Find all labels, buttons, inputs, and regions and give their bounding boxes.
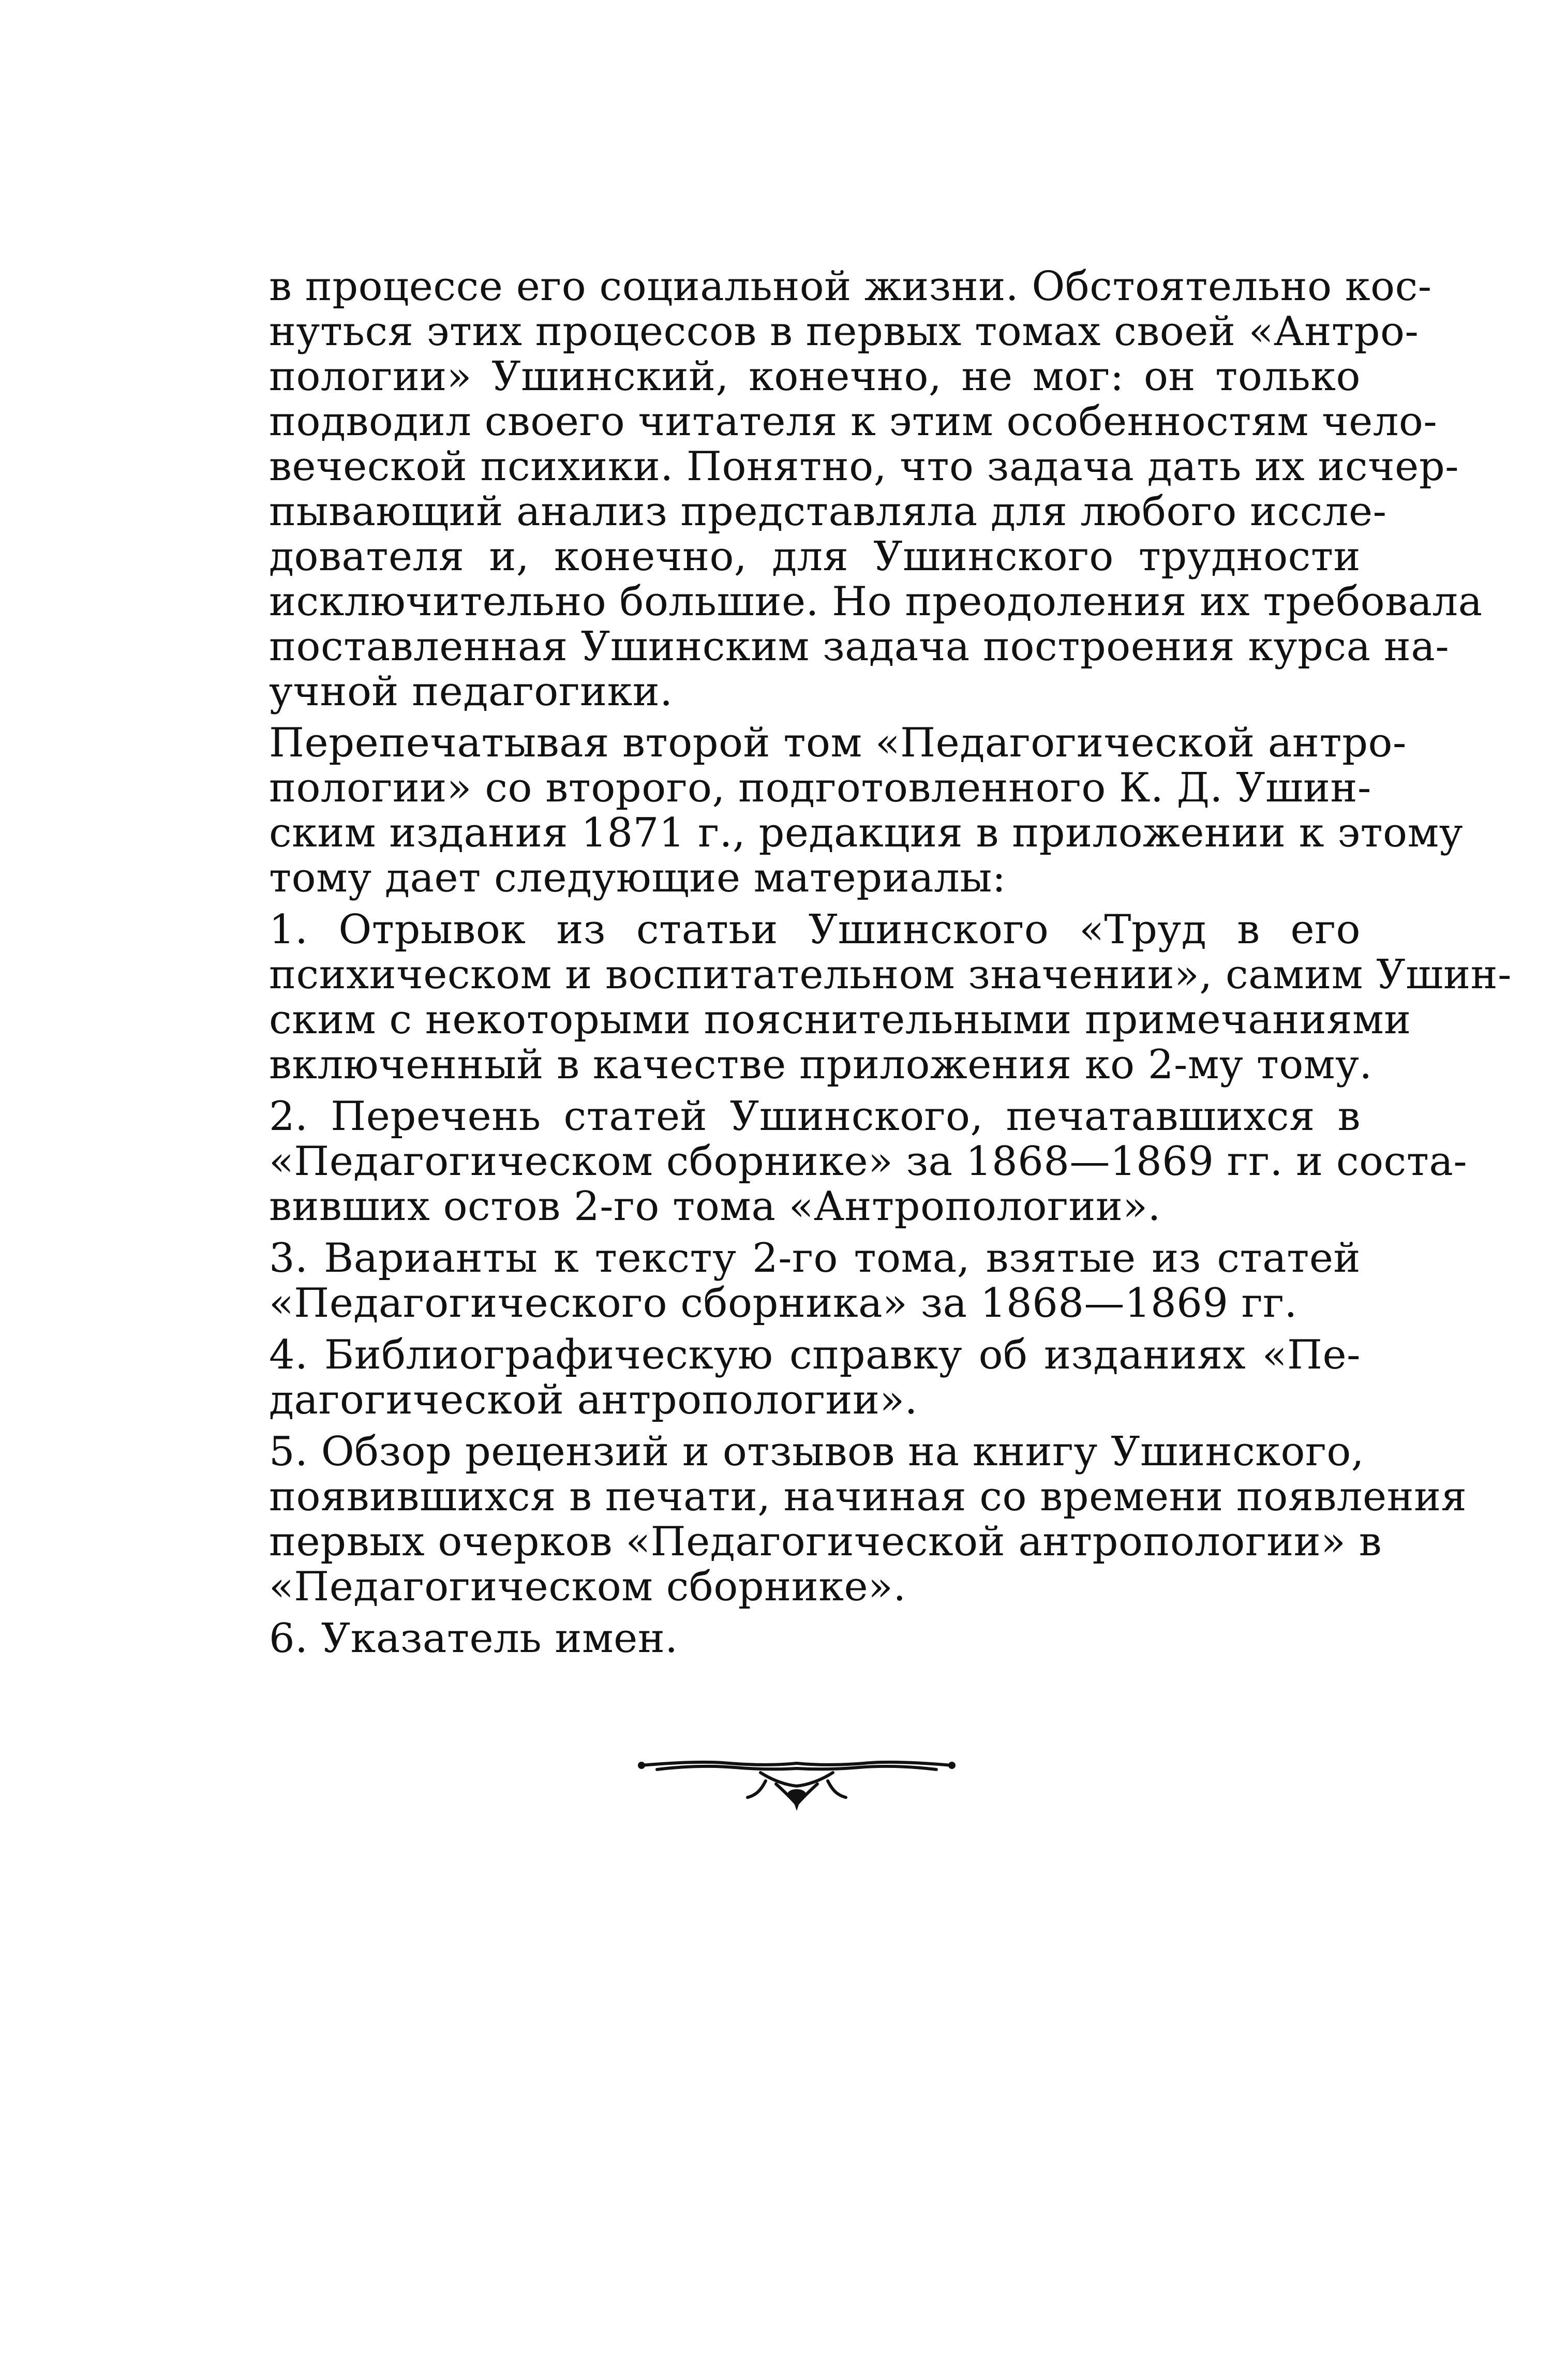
text-line: появившихся в печати, начиная со времени появления xyxy=(269,1474,1467,1520)
text-line: ским с некоторыми пояснительными примечаниями xyxy=(269,996,1411,1043)
list-item-4-line-1: 4. Библиографическую справку об изданиях «Пе- xyxy=(269,1332,1361,1378)
list-item-3-line-1: 3. Варианты к тексту 2-го тома, взятые из статей xyxy=(269,1235,1361,1282)
text-line: вивших остов 2-го тома «Антропологии». xyxy=(269,1183,1161,1230)
text-line: тому дает следующие материалы: xyxy=(269,855,1006,901)
text-line: подводил своего читателя к этим особенностям чело- xyxy=(269,398,1438,445)
text-line: «Педагогического сборника» за 1868—1869 гг. xyxy=(269,1280,1297,1327)
text-line: ским издания 1871 г., редакция в приложении к этому xyxy=(269,810,1464,856)
text-line: веческой психики. Понятно, что задача дать их исчер- xyxy=(269,443,1459,490)
list-item-6-line-1: 6. Указатель имен. xyxy=(269,1615,678,1662)
text-line: «Педагогическом сборнике». xyxy=(269,1564,906,1610)
list-item-1-line-1: 1. Отрывок из статьи Ушинского «Труд в его xyxy=(269,906,1361,953)
text-line: Перепечатывая второй том «Педагогической антро- xyxy=(269,720,1407,766)
text-line: пывающий анализ представляла для любого иссле- xyxy=(269,488,1387,535)
text-line: исключительно большие. Но преодоления их требовала xyxy=(269,578,1483,625)
text-line-paragraph-2-1 xyxy=(269,720,1407,766)
ornament-divider-icon xyxy=(636,1733,957,1816)
text-line: дователя и, конечно, для Ушинского трудности xyxy=(269,533,1361,580)
text-line: «Педагогическом сборнике» за 1868—1869 гг. и соста- xyxy=(269,1138,1468,1185)
text-line: нуться этих процессов в первых томах своей «Антро- xyxy=(269,308,1419,355)
list-item-5-line-1: 5. Обзор рецензий и отзывов на книгу Ушинского, xyxy=(269,1429,1365,1475)
text-line: психическом и воспитательном значении», самим Ушин- xyxy=(269,951,1512,998)
text-line: включенный в качестве приложения ко 2-му тому. xyxy=(269,1042,1372,1088)
list-item-2-line-1: 2. Перечень статей Ушинского, печатавшихся в xyxy=(269,1093,1361,1140)
text-line: пологии» Ушинский, конечно, не мог: он только xyxy=(269,353,1361,400)
text-line: пологии» со второго, подготовленного К. Д. Ушин- xyxy=(269,765,1371,811)
text-line: поставленная Ушинским задача построения курса на- xyxy=(269,623,1450,670)
text-line: дагогической антропологии». xyxy=(269,1377,918,1423)
text-line: первых очерков «Педагогической антропологии» в xyxy=(269,1519,1382,1565)
text-line: учной педагогики. xyxy=(269,668,673,715)
text-line: в процессе его социальной жизни. Обстоятельно кос- xyxy=(269,263,1432,310)
